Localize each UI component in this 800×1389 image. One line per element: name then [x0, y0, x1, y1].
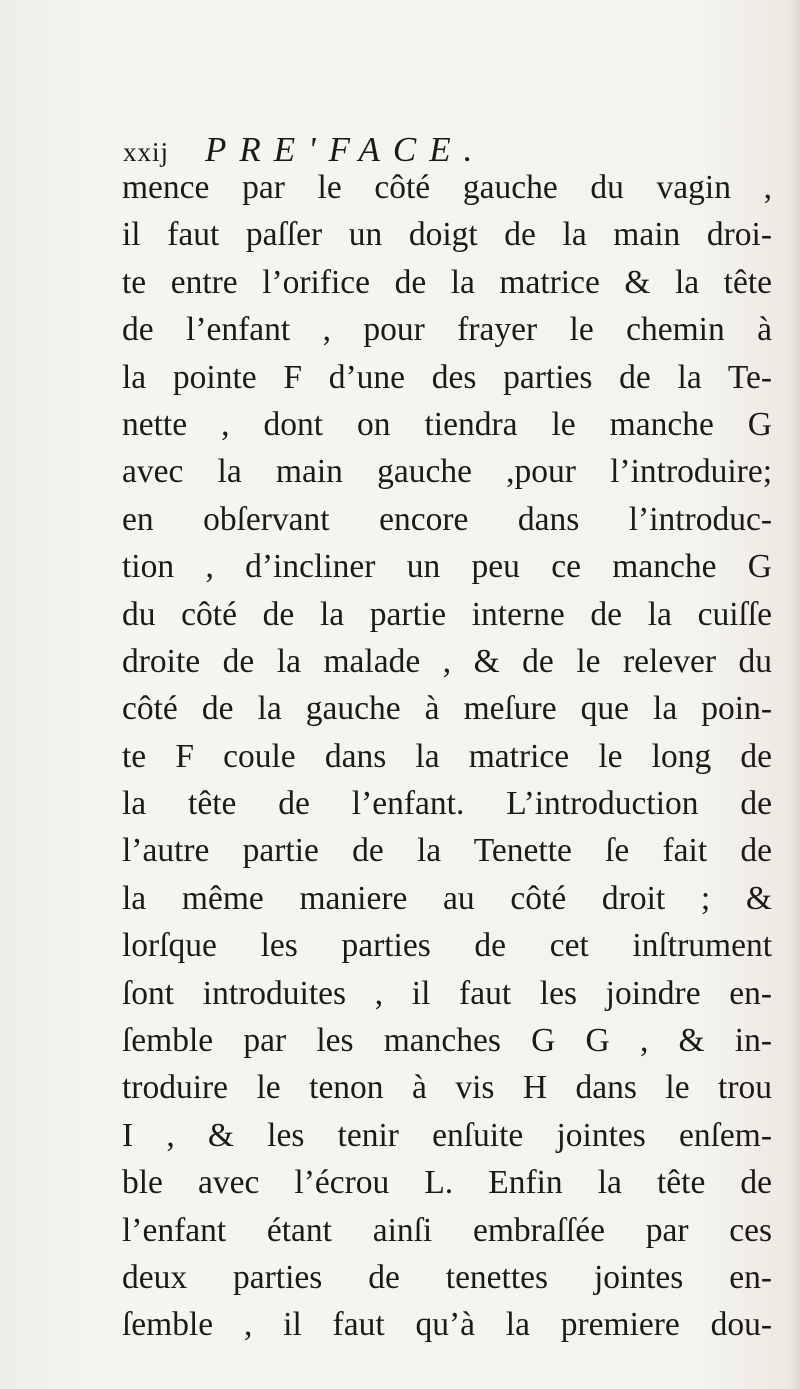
body-text	[122, 164, 772, 1349]
running-title: PRE'FACE.	[205, 130, 486, 169]
text-line: droite de la malade , & de le relever du	[122, 642, 772, 680]
text-line: il faut paſſer un doigt de la main droi-	[122, 216, 772, 254]
text-line: la même maniere au côté droit ; &	[122, 879, 772, 917]
page-edge-shadow	[790, 0, 800, 1389]
text-line: l’enfant étant ainſi embraſſée par ces	[122, 1211, 772, 1249]
text-line: la pointe F d’une des parties de la Te-	[122, 358, 772, 396]
text-line: en obſervant encore dans l’introduc-	[122, 500, 772, 538]
text-line: tion , d’incliner un peu ce manche G	[122, 548, 772, 586]
text-line: ble avec l’écrou L. Enfin la tête de	[122, 1164, 772, 1202]
text-line: te F coule dans la matrice le long de	[122, 737, 772, 775]
text-line: du côté de la partie interne de la cuiſſe	[122, 595, 772, 633]
text-line: troduire le tenon à vis H dans le trou	[122, 1069, 772, 1107]
text-line: ſont introduites , il faut les joindre en-	[122, 974, 772, 1012]
page-number: xxij	[123, 137, 170, 167]
text-line: la tête de l’enfant. L’introduction de	[122, 785, 772, 823]
text-line: avec la main gauche ,pour l’introduire;	[122, 453, 772, 491]
text-line: l’autre partie de la Tenette ſe fait de	[122, 832, 772, 870]
text-line: ſemble , il faut qu’à la premiere dou-	[122, 1306, 772, 1344]
text-line: de l’enfant , pour frayer le chemin à	[122, 311, 772, 349]
text-line: I , & les tenir enſuite jointes enſem-	[122, 1116, 772, 1154]
text-line: te entre l’orifice de la matrice & la tête	[122, 263, 772, 301]
text-line: nette , dont on tiendra le manche G	[122, 405, 772, 443]
text-line: mence par le côté gauche du vagin ,	[122, 169, 772, 206]
text-line: ſemble par les manches G G , & in-	[122, 1022, 772, 1060]
text-line: deux parties de tenettes jointes en-	[122, 1258, 772, 1296]
text-line: lorſque les parties de cet inſtrument	[122, 927, 772, 965]
text-line: côté de la gauche à meſure que la poin-	[122, 690, 772, 728]
